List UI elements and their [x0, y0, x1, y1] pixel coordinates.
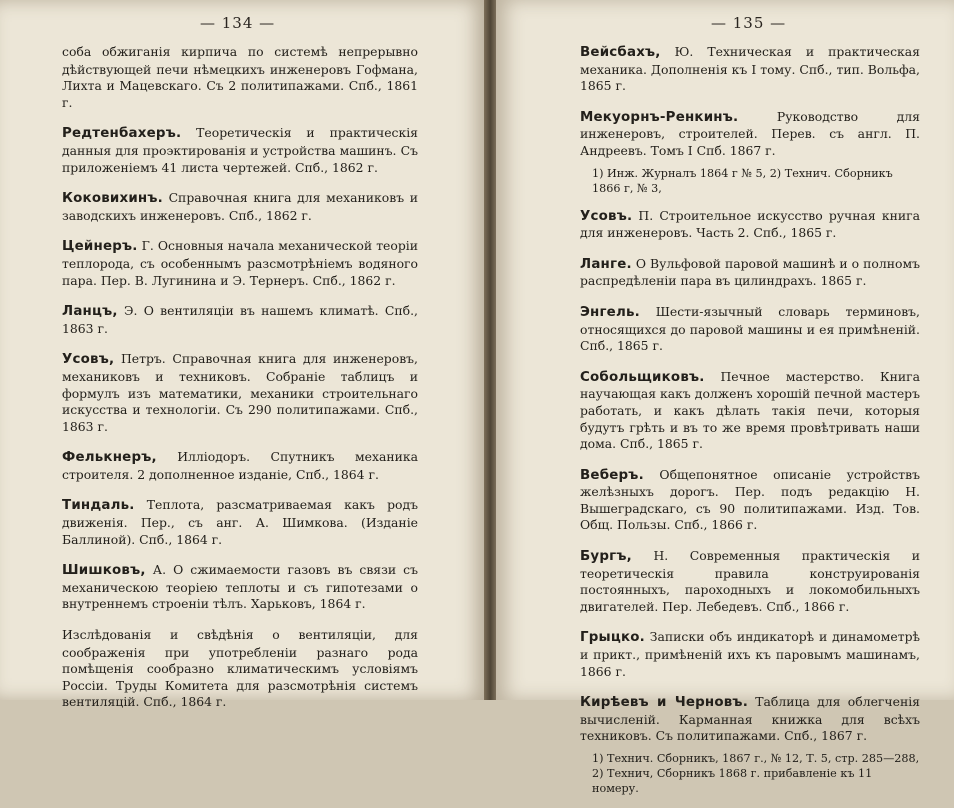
footnote: 1) Инж. Журналъ 1864 г № 5, 2) Технич. Сборникъ 1866 г, № 3,: [592, 166, 893, 195]
bib-entry: Ланге. О Вульфовой паровой машинѣ и о полномъ распредѣленіи пара въ цилиндрахъ. 1865 г.: [580, 255, 920, 289]
right-page: [496, 0, 954, 795]
footnotes: [592, 751, 920, 796]
footnote: 1) Технич. Сборникъ, 1867 г., № 12, Т. 5, стр. 285—288,: [592, 752, 920, 765]
bib-entry: Фелькнеръ, Иллiодоръ. Спутникъ механика строителя. 2 дополненное изданіе, Спб., 1864 г.: [62, 449, 418, 482]
bib-entry: Энгель. Шести-язычный словарь терминовъ, относящихся до паровой машины и ея примѣненій. Спб., 1865 г.: [580, 303, 920, 354]
bib-entry: соба обжиганія кирпича по системѣ непрерывно дѣйствующей печи нѣмецкихъ инженеровъ Гофмана, Лихта и Мацевскаго. Съ 2 политипажами. Спб., 1861 г.: [62, 44, 418, 110]
footnotes: [592, 166, 920, 196]
footnote: 2) Технич, Сборникъ 1868 г. прибавленіе къ 11 номеру.: [592, 767, 873, 795]
bib-entry: Бургъ, Н. Современныя практическія и теоретическія правила конструированія постоянныхъ, пароходныхъ и локомобильныхъ двигателей. Пер. Лебедевъ. Спб., 1866 г.: [580, 548, 920, 614]
bib-entry: Кирѣевъ и Черновъ. Таблица для облегченія вычисленій. Карманная книжка для всѣхъ техниковъ. Съ политипажами. Спб., 1867 г.: [580, 694, 920, 744]
bib-entry: Мекуорнъ-Ренкинъ. Руководство для инженеровъ, строителей. Перев. съ англ. П. Андреевъ. Томъ I Спб. 1867 г.: [580, 108, 920, 158]
bib-entry: Редтенбахеръ. Теоретическія и практическія данныя для проэктированія и устройства машинъ. Съ приложеніемъ 41 листа чертежей. Спб., 1862 г.: [62, 125, 418, 175]
bib-entry: Веберъ. Общепонятное описаніе устройствъ желѣзныхъ дорогъ. Пер. подъ редакцію Н. Вышеградскаго, съ 90 политипажами. Изд. Тов. Общ. Пользы. Спб., 1866 г.: [580, 466, 920, 533]
bib-entry: Собольщиковъ. Печное мастерство. Книга научающая какъ долженъ хорошій печной мастеръ работать, и какъ дѣлать такія печи, которыя будутъ грѣть и въ то же время провѣтривать наши дома. Спб., 1865 г.: [580, 368, 920, 452]
bib-entry: Коковихинъ. Справочная книга для механиковъ и заводскихъ инженеровъ. Спб., 1862 г.: [62, 190, 418, 223]
left-page-text: [62, 44, 418, 725]
page-number-135: — 135 —: [711, 14, 787, 32]
right-page-text: [580, 44, 920, 808]
left-page: [0, 0, 486, 710]
bib-entry: Усовъ. П. Строительное искусство ручная книга для инженеровъ. Часть 2. Спб., 1865 г.: [580, 207, 920, 241]
page-number-134: — 134 —: [200, 14, 276, 32]
bib-entry: Изслѣдованія и свѣдѣнія о вентиляціи, для соображенія при употребленіи разнаго рода помѣщенія сообразно климатическимъ условіямъ Россіи. Труды Комитета для разсмотрѣнія системъ вентиляцій. Спб., 1864 г.: [62, 627, 418, 710]
bib-entry: Цейнеръ. Г. Основныя начала механической теоріи теплорода, съ особеннымъ разсмотрѣніемъ водяного пара. Пер. В. Лугинина и Э. Тернеръ. Спб., 1862 г.: [62, 238, 418, 288]
bib-entry: Тиндаль. Теплота, разсматриваемая какъ родъ движенія. Пер., съ анг. А. Шимкова. (Изданіе Баллиной). Спб., 1864 г.: [62, 497, 418, 547]
bib-entry: Шишковъ, А. О сжимаемости газовъ въ связи съ механическою теоріею теплоты и съ гипотезами о внутреннемъ строеніи тѣлъ. Харьковъ, 1864 г.: [62, 562, 418, 612]
bib-entry: Вейсбахъ, Ю. Техническая и практическая механика. Дополненія къ I тому. Спб., тип. Вольфа, 1865 г.: [580, 44, 920, 94]
bib-entry: Усовъ, Петръ. Справочная книга для инженеровъ, механиковъ и техниковъ. Собраніе таблицъ и формулъ изъ математики, механики строительнаго искусства и технологіи. Съ 290 политипажами. Спб., 1863 г.: [62, 351, 418, 434]
bib-entry: Ланцъ, Э. О вентиляціи въ нашемъ климатѣ. Спб., 1863 г.: [62, 303, 418, 336]
bib-entry: Грыцко. Записки объ индикаторѣ и динамометрѣ и прикт., примѣненій ихъ къ паровымъ машинамъ, 1866 г.: [580, 629, 920, 679]
